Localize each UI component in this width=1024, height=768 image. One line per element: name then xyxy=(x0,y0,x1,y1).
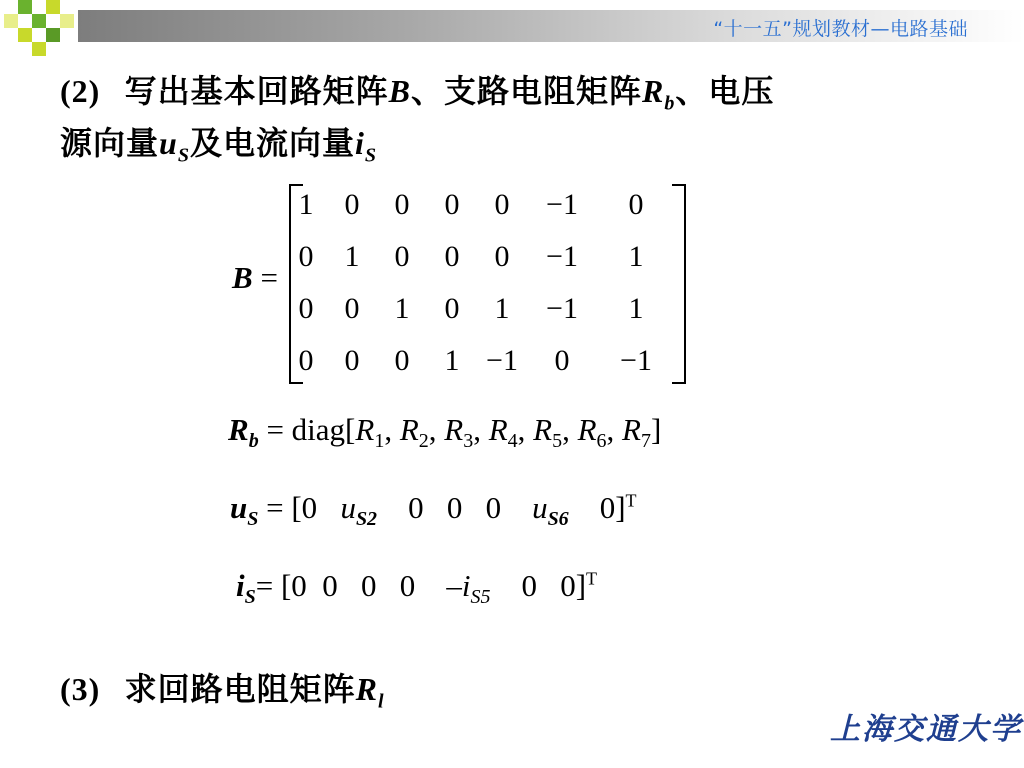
heading-2-text-b: 、支路电阻矩阵 xyxy=(410,72,642,110)
iS5-symbol: –i xyxy=(446,568,471,603)
matrix-cell: 0 xyxy=(298,344,314,377)
matrix-cell: 0 xyxy=(394,344,410,377)
Rb-comma: , xyxy=(428,412,445,447)
matrix-cell: 1 xyxy=(494,292,510,325)
heading-2-text-d: 源向量 xyxy=(60,124,160,162)
uS-symbol: u xyxy=(230,490,248,525)
Rb-comma: , xyxy=(473,412,489,447)
matrix-cell: 0 xyxy=(628,188,644,221)
matrix-cell: 1 xyxy=(628,240,644,273)
square-6 xyxy=(18,28,32,42)
Rb-comma: , xyxy=(562,412,578,447)
uS-zeros: 0 0 0 xyxy=(408,490,502,525)
heading-3 xyxy=(60,664,385,713)
matrix-cell: 1 xyxy=(344,240,360,273)
iS-end: 0 0] xyxy=(521,568,587,603)
matrix-cell: 0 xyxy=(344,292,360,325)
matrix-cell: 0 xyxy=(554,344,570,377)
heading-2-line-1 xyxy=(60,66,774,115)
Rb-element: R xyxy=(399,412,419,447)
Rb-element-sub: 4 xyxy=(507,430,518,453)
matrix-cell: 0 xyxy=(344,188,360,221)
Rb-element: R xyxy=(488,412,508,447)
header-title: “十一五”规划教材—电路基础 xyxy=(713,18,968,40)
uS-transpose: T xyxy=(625,490,637,511)
uS-sub: S xyxy=(247,508,259,531)
matrix-cell: 1 xyxy=(298,188,314,221)
symbol-iS-sub: S xyxy=(364,144,377,167)
Rb-element-sub: 7 xyxy=(640,430,651,453)
matrix-cell: 0 xyxy=(444,240,460,273)
heading-3-text: 求回路电阻矩阵 xyxy=(124,670,356,708)
square-4 xyxy=(32,14,46,28)
matrix-B-symbol: B xyxy=(232,260,253,295)
Rb-sub: b xyxy=(248,430,259,453)
matrix-B-label xyxy=(232,260,278,296)
iS-sub: S xyxy=(244,586,256,609)
Rb-element-sub: 5 xyxy=(552,430,563,453)
matrix-cell: −1 xyxy=(620,344,652,377)
symbol-Rb: R xyxy=(641,73,665,109)
square-2 xyxy=(46,0,60,14)
symbol-uS-sub: S xyxy=(177,144,190,167)
matrix-cell: 0 xyxy=(494,240,510,273)
Rb-element-sub: 3 xyxy=(463,430,474,453)
uS2-sub: S2 xyxy=(355,508,378,531)
matrix-cell: 1 xyxy=(394,292,410,325)
university-logo-text: 上海交通大学 xyxy=(830,712,1022,747)
iS-eq: = [0 0 0 0 xyxy=(255,568,416,603)
heading-2-line-2 xyxy=(60,118,377,167)
matrix-cell: −1 xyxy=(546,188,578,221)
heading-2-text-c: 、电压 xyxy=(675,72,775,110)
square-8 xyxy=(32,42,46,56)
matrix-cell: −1 xyxy=(546,240,578,273)
header-logo-squares xyxy=(0,0,80,62)
matrix-cell: −1 xyxy=(486,344,518,377)
symbol-uS: u xyxy=(159,125,178,161)
matrix-cell: 1 xyxy=(444,344,460,377)
matrix-cell: 1 xyxy=(628,292,644,325)
matrix-cell: 0 xyxy=(298,292,314,325)
heading-2-text-a: 写出基本回路矩阵 xyxy=(124,72,389,110)
symbol-Rl: R xyxy=(355,671,378,707)
Rb-comma: , xyxy=(517,412,534,447)
uS2-symbol: u xyxy=(340,490,356,525)
symbol-iS: i xyxy=(354,125,365,161)
square-1 xyxy=(18,0,32,14)
square-5 xyxy=(60,14,74,28)
matrix-cell: 0 xyxy=(444,188,460,221)
iS-equation xyxy=(236,568,597,609)
matrix-cell: 0 xyxy=(494,188,510,221)
square-7 xyxy=(46,28,60,42)
uS-end: 0] xyxy=(599,490,626,525)
Rb-elements xyxy=(355,412,651,453)
Rb-element: R xyxy=(533,412,553,447)
matrix-cell: 0 xyxy=(444,292,460,325)
iS-transpose: T xyxy=(586,568,598,589)
matrix-cell: 0 xyxy=(394,188,410,221)
Rb-equation xyxy=(228,412,661,453)
uS6-sub: S6 xyxy=(547,508,569,531)
Rb-symbol: R xyxy=(228,412,249,447)
Rb-close: ] xyxy=(650,412,662,447)
uS6-symbol: u xyxy=(532,490,548,525)
uS-equation xyxy=(230,490,637,531)
Rb-element: R xyxy=(355,412,375,447)
heading-2-number: (2) xyxy=(60,73,101,109)
Rb-element: R xyxy=(444,412,464,447)
Rb-element-sub: 2 xyxy=(418,430,429,453)
symbol-Rl-sub: l xyxy=(377,690,385,713)
Rb-comma: , xyxy=(384,412,400,447)
Rb-element: R xyxy=(622,412,641,447)
matrix-B-equals: = xyxy=(260,260,278,295)
matrix-cell: 0 xyxy=(344,344,360,377)
symbol-B: B xyxy=(388,73,411,109)
square-3 xyxy=(4,14,18,28)
heading-3-number: (3) xyxy=(60,671,101,707)
matrix-cell: 0 xyxy=(394,240,410,273)
iS5-sub: S5 xyxy=(470,586,491,609)
Rb-element-sub: 6 xyxy=(596,430,607,453)
iS-symbol: i xyxy=(236,568,245,603)
uS-eq: = [0 xyxy=(258,490,318,525)
matrix-cell: −1 xyxy=(546,292,578,325)
Rb-element-sub: 1 xyxy=(374,430,385,453)
Rb-element: R xyxy=(577,412,597,447)
matrix-right-bracket xyxy=(672,184,686,384)
symbol-Rb-sub: b xyxy=(664,92,676,115)
heading-2-text-e: 及电流向量 xyxy=(189,124,355,162)
matrix-cell: 0 xyxy=(298,240,314,273)
Rb-diag-text: = diag[ xyxy=(258,412,356,447)
Rb-comma: , xyxy=(606,412,622,447)
